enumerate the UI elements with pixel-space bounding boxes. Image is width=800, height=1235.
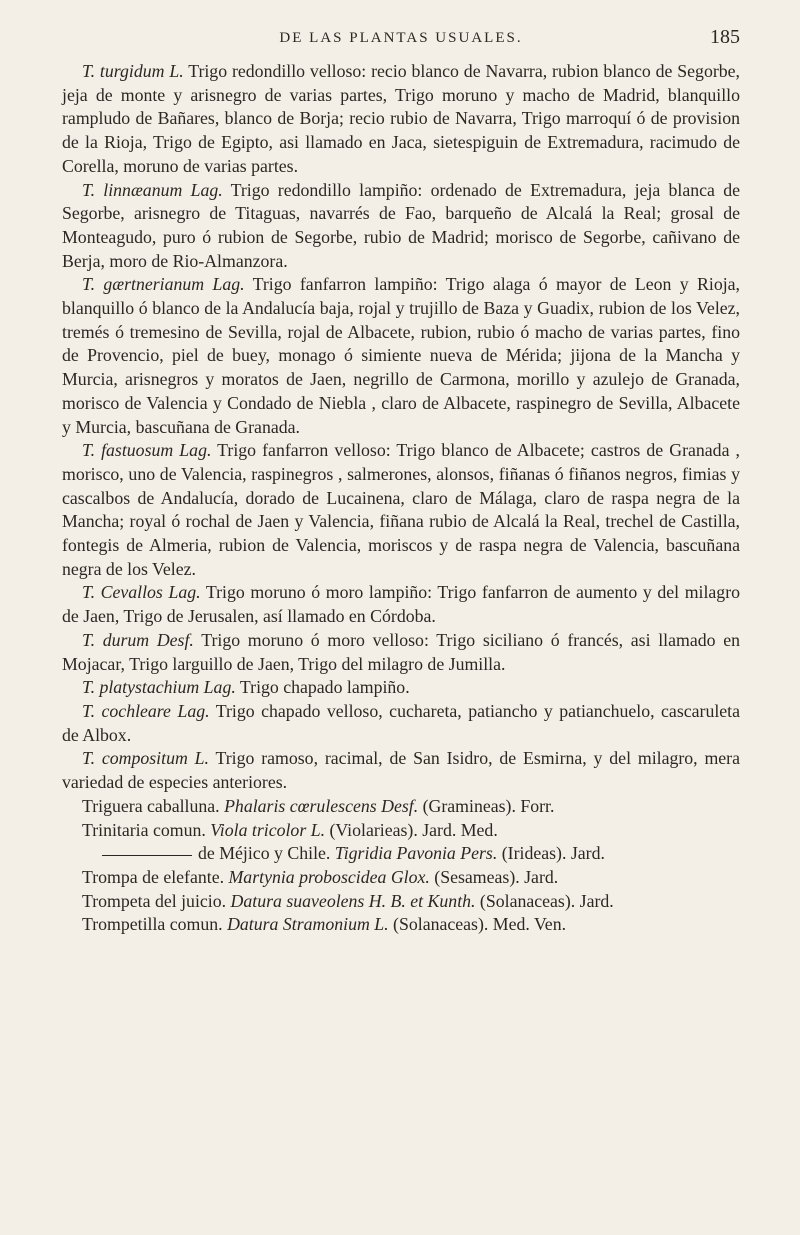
family-usage: (Gramineas). Forr. (418, 795, 555, 816)
entry-text: Trigo moruno ó moro lampiño: Trigo fanfarron de aumento y del milagro de Jaen, Trigo de Jerusalen, así llamado en Córdoba. (62, 582, 741, 627)
entry-text: Trigo chapado velloso, cuchareta, patiancho y patianchuelo, cascaruleta de Albox. (62, 700, 740, 745)
common-name: Trompetilla comun. (82, 914, 223, 935)
plant-entry (62, 890, 740, 914)
entry-paragraph (62, 629, 740, 676)
plant-entry (62, 866, 740, 890)
family-usage: (Solanaceas). Med. Ven. (388, 914, 567, 935)
entry-text: Trigo moruno ó moro velloso: Trigo siciliano ó francés, asi llamado en Mojacar, Trigo larguillo de Jaen, Trigo del milagro de Jumilla. (62, 629, 740, 674)
plant-entry (62, 842, 740, 866)
latin-name: Datura suaveolens H. B. et Kunth. (230, 890, 476, 911)
entry-paragraph (62, 581, 740, 628)
latin-name: Tigridia Pavonia Pers. (334, 843, 498, 864)
common-name: Trompa de elefante. (82, 866, 225, 887)
taxon-name: T. fastuosum Lag. (82, 440, 212, 461)
entry-text: Trigo redondillo velloso: recio blanco de Navarra, rubion blanco de Segorbe, jeja de monte y arisnegro de varias partes, Trigo moruno y macho de Madrid, blanquillo rampludo de Bañares, blanco de Borja; recio rubio de Navarra, Trigo marroquí ó de provision de la Rioja, Trigo de Egipto, asi llamado en Jaca, sietespiguin de Extremadura, racimudo de Corella, moruno de varias partes. (62, 61, 740, 176)
family-usage: (Sesameas). Jard. (429, 866, 559, 887)
entry-text: Trigo redondillo lampiño: ordenado de Extremadura, jeja blanca de Segorbe, arisnegro de Titaguas, navarrés de Fao, barqueño de Alcalá la Real; grosal de Monteagudo, puro ó rubion de Segorbe, rubio de Madrid; morisco de Segorbe, cañivano de Berja, moro de Rio-Almanzora. (62, 179, 740, 271)
common-name: Triguera caballuna. (82, 795, 220, 816)
common-name: de Méjico y Chile. (198, 843, 331, 864)
plant-entry (62, 819, 740, 843)
entry-paragraph (62, 747, 740, 794)
entry-text: Trigo chapado lampiño. (235, 677, 410, 698)
taxon-name: T. platystachium Lag. (82, 677, 236, 698)
family-usage: (Solanaceas). Jard. (475, 890, 614, 911)
taxon-name: T. gærtnerianum Lag. (82, 274, 245, 295)
ditto-dash (102, 855, 192, 856)
running-title: DE LAS PLANTAS USUALES. (279, 30, 523, 46)
entry-text: Trigo fanfarron lampiño: Trigo alaga ó mayor de Leon y Rioja, blanquillo ó blanco de la Andalucía baja, rojal y trujillo de Baza y Guadix, rubion de los Velez, tremés ó tremesino de Sevilla, rojal de Albacete, rubion, rubio ó macho de varias partes, fino de Provencio, piel de buey, monago ó simiente nueva de Mérida; jijona de la Mancha y Murcia, arisnegros y moratos de Jaen, negrillo de Carmona, morillo y azulejo de Granada, morisco de Valencia y Condado de Niebla , claro de Albacete, raspinegro de Sevilla, Albacete y Murcia, bascuñana de Granada. (62, 274, 740, 437)
body-text (62, 60, 740, 937)
entry-text: Trigo fanfarron velloso: Trigo blanco de Albacete; castros de Granada , morisco, uno de Valencia, raspinegros , salmerones, alonsos, fiñanas ó fiñanos negros, fimias y cascalbos de Andalucía, dorado de Lucainena, claro de Málaga, claro de raspa negra de la Mancha; royal ó rochal de Jaen y Valencia, fiñana rubio de Alcalá la Real, trechel de Castilla, fontegis de Almeria, rubion de Valencia, moriscos y de raspa negra de Valencia, bascuñana negra de los Velez. (62, 440, 740, 579)
entry-text: Trigo ramoso, racimal, de San Isidro, de Esmirna, y del milagro, mera variedad de especies anteriores. (62, 748, 740, 793)
latin-name: Viola tricolor L. (210, 819, 326, 840)
entry-paragraph (62, 273, 740, 439)
page-number: 185 (710, 26, 740, 48)
entry-paragraph (62, 179, 740, 274)
entry-paragraph (62, 439, 740, 581)
taxon-name: T. Cevallos Lag. (82, 582, 201, 603)
latin-name: Phalaris cœrulescens Desf. (224, 795, 419, 816)
running-head (62, 26, 740, 60)
taxon-name: T. turgidum L. (82, 61, 184, 81)
taxon-name: T. compositum L. (82, 748, 209, 769)
latin-name: Datura Stramonium L. (227, 914, 389, 935)
taxon-name: T. linnæanum Lag. (82, 179, 223, 200)
family-usage: (Irideas). Jard. (497, 843, 605, 864)
plant-entry (62, 795, 740, 819)
latin-name: Martynia proboscidea Glox. (228, 866, 430, 887)
taxon-name: T. cochleare Lag. (82, 700, 210, 721)
entry-paragraph (62, 700, 740, 747)
entry-paragraph (62, 60, 740, 179)
plant-entry (62, 913, 740, 937)
taxon-name: T. durum Desf. (82, 629, 194, 650)
common-name: Trinitaria comun. (82, 819, 206, 840)
common-name: Trompeta del juicio. (82, 890, 227, 911)
entry-paragraph (62, 676, 740, 700)
family-usage: (Violarieas). Jard. Med. (325, 819, 498, 840)
